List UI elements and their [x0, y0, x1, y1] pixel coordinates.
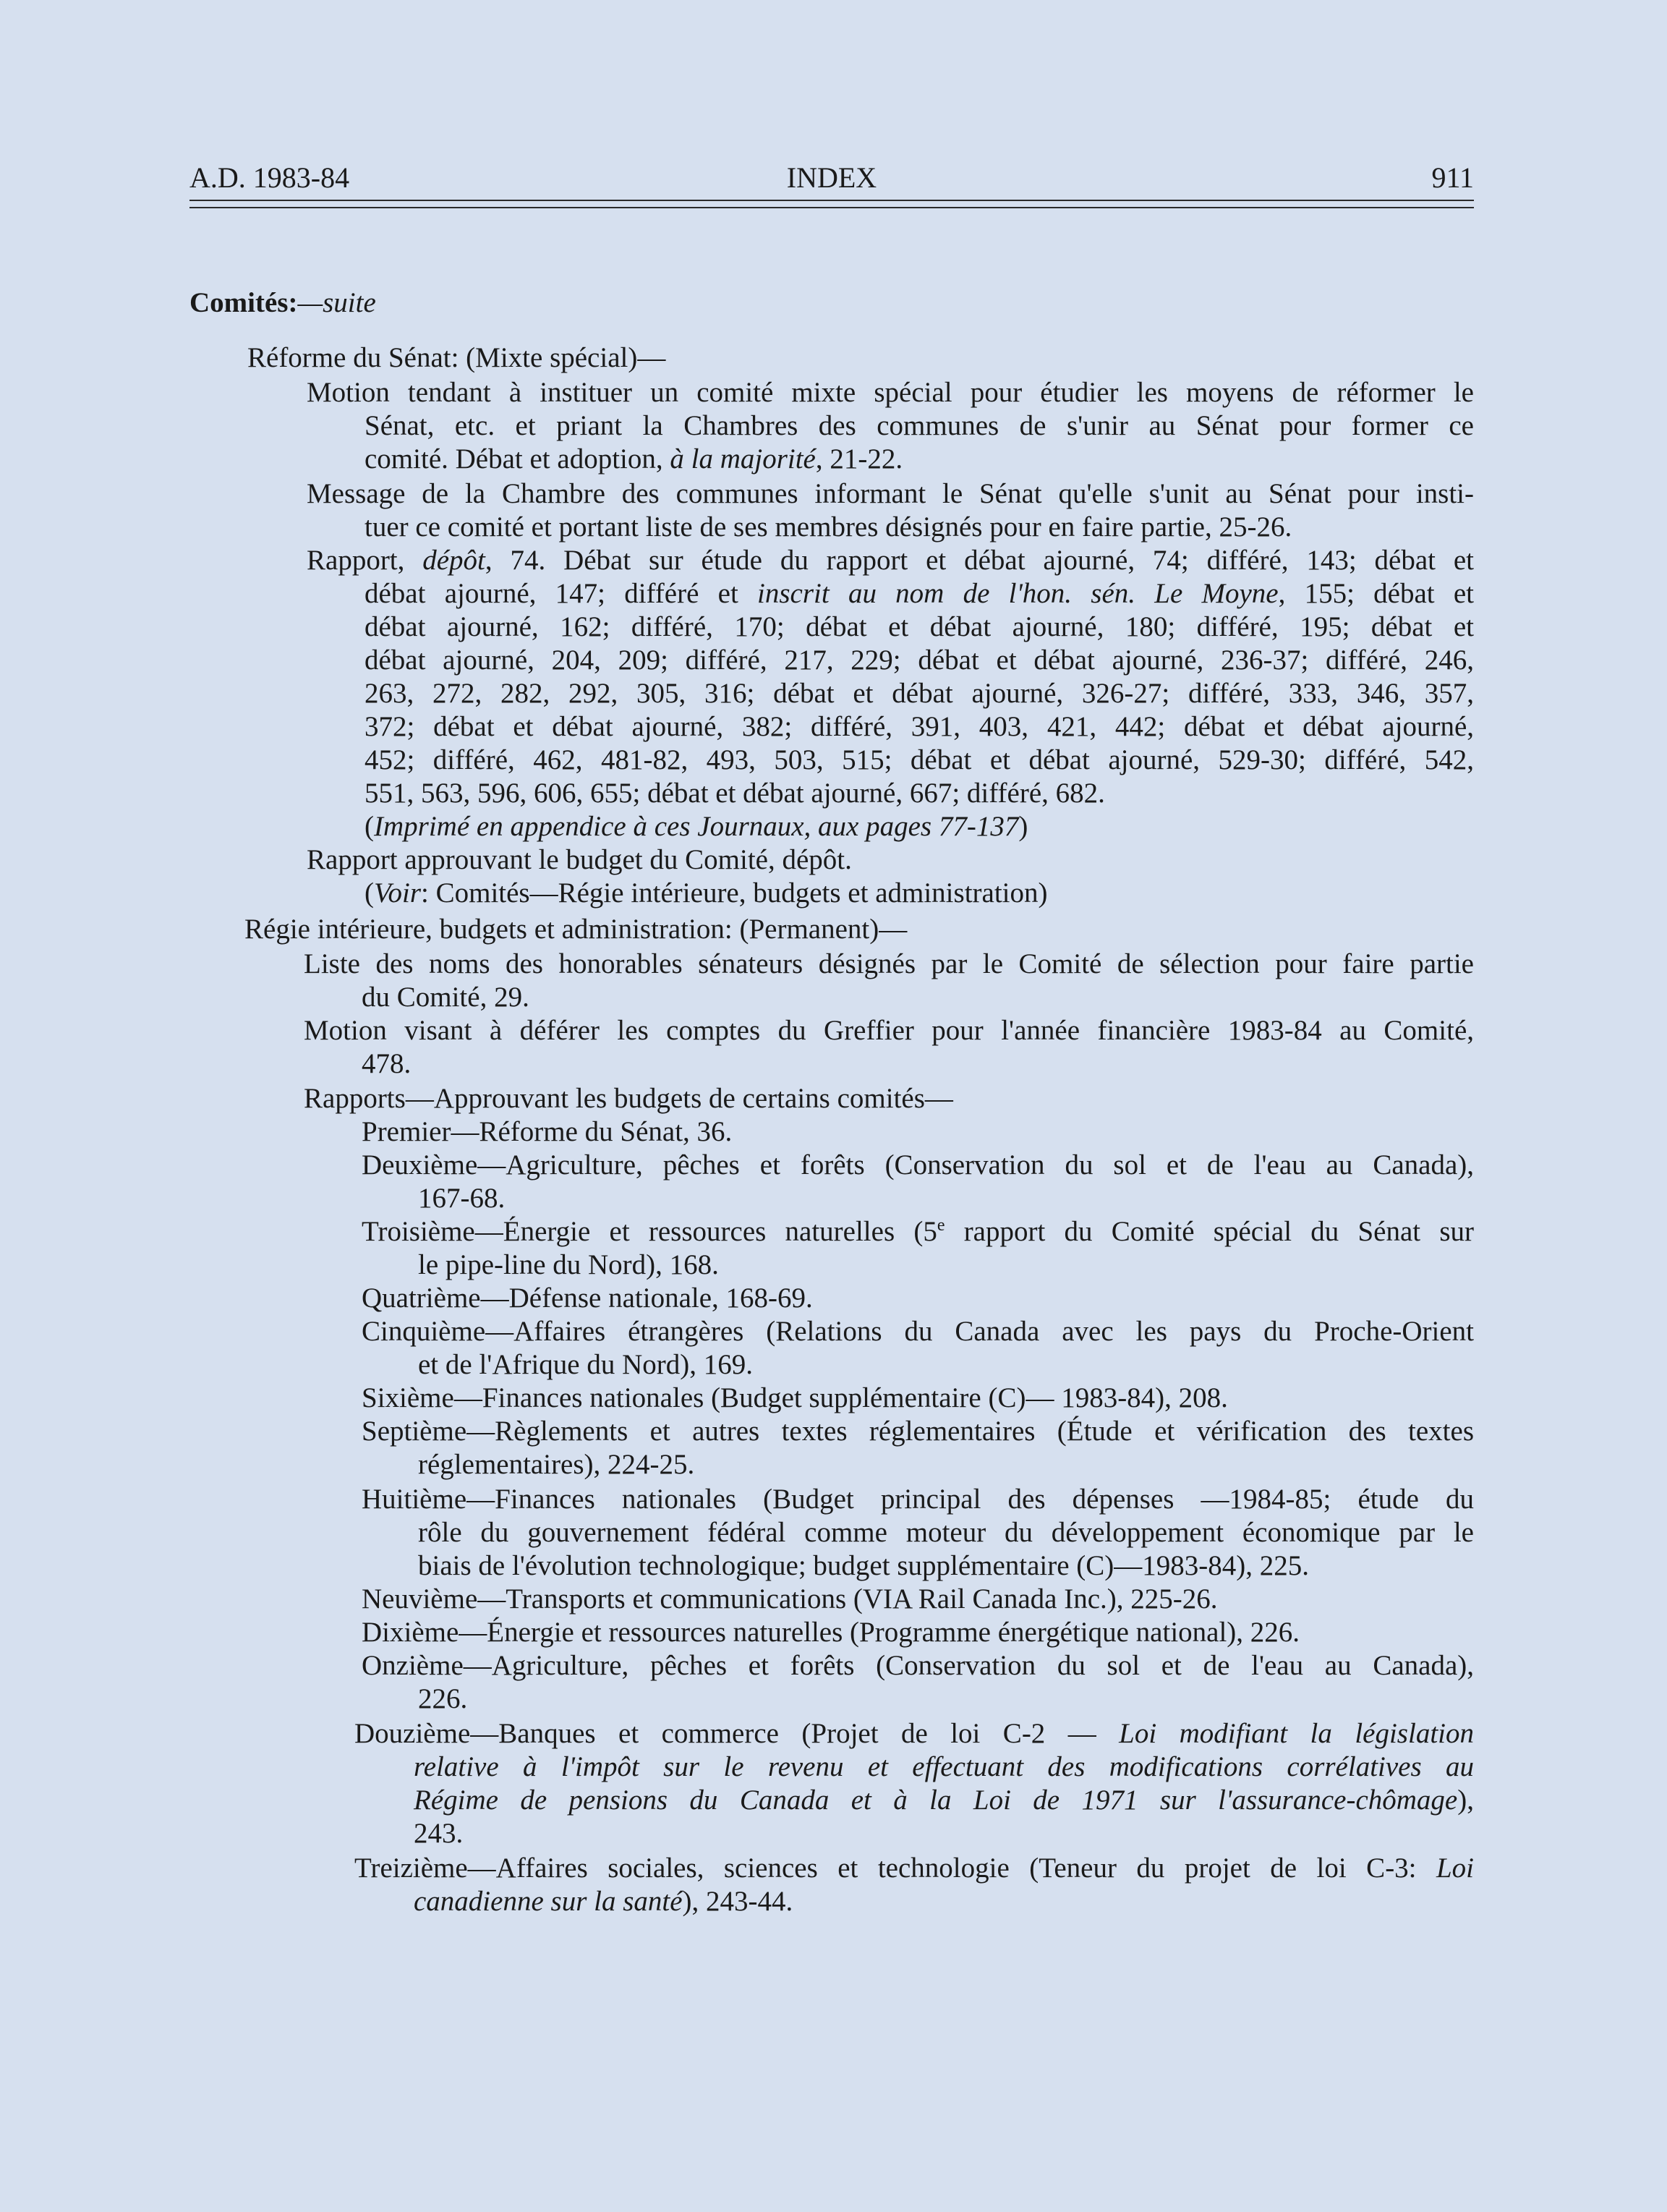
index-entry: débat ajourné, 204, 209; différé, 217, 229; débat et débat ajourné, 236-37; différé, 246,	[364, 645, 1474, 676]
index-entry: 226.	[418, 1683, 468, 1714]
index-entry: Deuxième—Agriculture, pêches et forêts (Conservation du sol et de l'eau au Canada),	[362, 1149, 1474, 1181]
index-entry: Septième—Règlements et autres textes réglementaires (Étude et vérification des textes	[362, 1416, 1474, 1447]
index-entry: Treizième—Affaires sociales, sciences et technologie (Teneur du projet de loi C-3: Loi	[354, 1852, 1474, 1884]
index-entry: 551, 563, 596, 606, 655; débat et débat ajourné, 667; différé, 682.	[364, 778, 1105, 809]
index-entry: Réforme du Sénat: (Mixte spécial)—	[247, 342, 666, 373]
page-number: 911	[1431, 161, 1474, 194]
index-entry: canadienne sur la santé), 243-44.	[414, 1886, 793, 1917]
index-entry: 372; débat et débat ajourné, 382; différé, 391, 403, 421, 442; débat et débat ajourné,	[364, 711, 1474, 742]
section-title-suffix: —suite	[297, 287, 376, 318]
index-entry: (Voir: Comités—Régie intérieure, budgets et administration)	[364, 877, 1048, 909]
index-entry: Douzième—Banques et commerce (Projet de loi C-2 — Loi modifiant la législation	[354, 1718, 1474, 1749]
index-entry: réglementaires), 224-25.	[418, 1449, 695, 1480]
index-entry: Troisième—Énergie et ressources naturelles (5e rapport du Comité spécial du Sénat sur	[362, 1216, 1474, 1247]
index-entry: tuer ce comité et portant liste de ses membres désignés pour en faire partie, 25-26.	[364, 511, 1292, 543]
index-entry: Rapports—Approuvant les budgets de certains comités—	[304, 1083, 953, 1114]
index-entry: du Comité, 29.	[362, 982, 529, 1013]
index-entry: 452; différé, 462, 481-82, 493, 503, 515; débat et débat ajourné, 529-30; différé, 542,	[364, 744, 1474, 775]
index-entry: Huitième—Finances nationales (Budget principal des dépenses —1984-85; étude du	[362, 1484, 1474, 1515]
index-entry: rôle du gouvernement fédéral comme moteur du développement économique par le	[418, 1517, 1474, 1548]
index-entry: relative à l'impôt sur le revenu et effectuant des modifications corrélatives au	[414, 1751, 1474, 1782]
index-entry: Sixième—Finances nationales (Budget supplémentaire (C)— 1983-84), 208.	[362, 1382, 1228, 1413]
index-entry: 263, 272, 282, 292, 305, 316; débat et débat ajourné, 326-27; différé, 333, 346, 357,	[364, 678, 1474, 709]
index-entry: Quatrième—Défense nationale, 168-69.	[362, 1282, 813, 1314]
index-entry: Liste des noms des honorables sénateurs désignés par le Comité de sélection pour faire partie	[304, 948, 1474, 979]
index-entry: Rapport, dépôt, 74. Débat sur étude du rapport et débat ajourné, 74; différé, 143; débat et	[307, 545, 1474, 576]
index-entry: le pipe-line du Nord), 168.	[418, 1249, 719, 1280]
index-entry: Cinquième—Affaires étrangères (Relations du Canada avec les pays du Proche-Orient	[362, 1316, 1474, 1347]
index-entry: Rapport approuvant le budget du Comité, dépôt.	[307, 844, 852, 875]
index-entry: Motion tendant à instituer un comité mixte spécial pour étudier les moyens de réformer le	[307, 377, 1474, 408]
index-entry: (Imprimé en appendice à ces Journaux, aux pages 77-137)	[364, 811, 1028, 842]
header-title: INDEX	[786, 161, 877, 194]
index-entry: biais de l'évolution technologique; budget supplémentaire (C)—1983-84), 225.	[418, 1550, 1310, 1581]
index-entry: Onzième—Agriculture, pêches et forêts (Conservation du sol et de l'eau au Canada),	[362, 1650, 1474, 1681]
index-entry: débat ajourné, 147; différé et inscrit au nom de l'hon. sén. Le Moyne, 155; débat et	[364, 578, 1475, 609]
index-entry: Sénat, etc. et priant la Chambres des communes de s'unir au Sénat pour former ce	[364, 410, 1474, 441]
index-entry: Dixième—Énergie et ressources naturelles (Programme énergétique national), 226.	[362, 1617, 1300, 1648]
index-entry: 167-68.	[418, 1183, 506, 1214]
index-entry: Régie intérieure, budgets et administration: (Permanent)—	[244, 914, 908, 945]
index-entry: et de l'Afrique du Nord), 169.	[418, 1349, 753, 1380]
index-entry: Motion visant à déférer les comptes du Greffier pour l'année financière 1983-84 au Comité,	[304, 1015, 1474, 1046]
section-heading	[189, 286, 376, 320]
index-entry: Premier—Réforme du Sénat, 36.	[362, 1116, 733, 1147]
index-entry: 243.	[414, 1818, 464, 1849]
index-entry: Neuvième—Transports et communications (VIA Rail Canada Inc.), 225-26.	[362, 1583, 1218, 1615]
index-entry: 478.	[362, 1048, 412, 1079]
index-entry: Message de la Chambre des communes informant le Sénat qu'elle s'unit au Sénat pour insti-	[307, 478, 1474, 509]
header-year: A.D. 1983-84	[189, 161, 350, 194]
index-entry: comité. Débat et adoption, à la majorité, 21-22.	[364, 443, 903, 475]
index-entry: Régime de pensions du Canada et à la Loi de 1971 sur l'assurance-chômage),	[414, 1785, 1474, 1816]
section-title: Comités:	[189, 287, 298, 318]
index-entry: débat ajourné, 162; différé, 170; débat et débat ajourné, 180; différé, 195; débat et	[364, 611, 1474, 642]
